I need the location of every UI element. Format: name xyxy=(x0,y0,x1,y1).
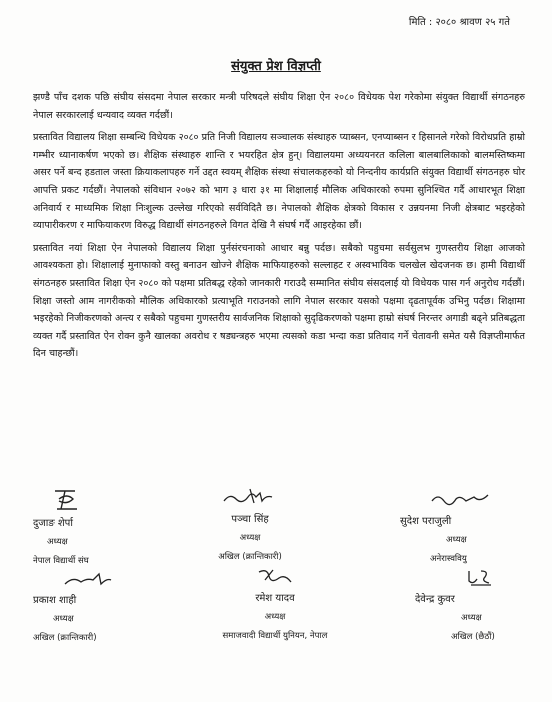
signatory-name: रमेश यादव xyxy=(255,593,295,604)
signature-block-6 xyxy=(415,567,552,642)
signatory-name: देवेन्द्र कुवर xyxy=(415,594,455,605)
signatory-name: दुजाङ शेर्पा xyxy=(33,518,73,529)
handwritten-signature-2 xyxy=(220,485,280,509)
handwritten-signature-6 xyxy=(465,567,495,589)
signatory-org: अखिल (छैठौं) xyxy=(451,632,495,642)
signatory-role: अध्यक्ष xyxy=(47,537,68,547)
paragraph-2: प्रस्तावित विद्यालय शिक्षा सम्बन्धि विधेयक २०८० प्रति निजी विद्यालय सञ्चालक संस्थाहरु प्याब्सन, एनप्याब्सन र हिसानले गरेको विरोधप्रति हाम्रो गम्भीर ध्यानाकर्षण भएको छ। शैक्षिक संस्थाहरु शान्ति र भयरहित क्षेत्र हुन्। विद्यालयमा अध्ययनरत कलिला बालबालिकाको बालमस्तिष्कमा असर पर्ने बन्द हडताल जस्ता क्रियाकलापहरु गर्ने उद्दत स्वयम् शैक्षिक संस्था संचालकहरुको यो निन्दनीय कार्यप्रति संयुक्त विद्यार्थी संगठनहरु घोर आपत्ति प्रकट गर्दछौं। नेपालको संविधान २०७२ को भाग ३ धारा ३१ मा शिक्षालाई मौलिक अधिकारको रुपमा सुनिश्चित गर्दै आधारभूत शिक्षा अनिवार्य र माध्यमिक शिक्षा निःशुल्क उल्लेख गरिएको सर्वविदितै छ। नेपालको शैक्षिक क्षेत्रको विकास र उन्नयनमा निजी क्षेत्रबाट भइरहेको व्यापारीकरण र माफियाकरण विरुद्ध विद्यार्थी संगठनहरुले विगत देखि नै संघर्ष गर्दै आइरहेका छौं। xyxy=(33,132,525,232)
signature-block-3 xyxy=(400,487,550,564)
signatory-org: नेपाल विद्यार्थी संघ xyxy=(33,556,89,566)
handwritten-signature-5 xyxy=(255,566,295,588)
signature-block-1 xyxy=(33,487,183,566)
handwritten-signature-4 xyxy=(63,568,113,590)
signatory-name: सुदेश पराजुली xyxy=(400,516,452,527)
release-body xyxy=(33,89,525,368)
signature-block-5 xyxy=(200,566,350,641)
paragraph-3: प्रस्तावित नयां शिक्षा ऐन नेपालको विद्यालय शिक्षा पुर्नसंरचनाको आधार बन्नु पर्दछ। सबैको पहुचमा सर्वसुलभ गुणस्तरीय शिक्षा आजको आवश्यकता हो। शिक्षालाई मुनाफाको वस्तु बनाउन खोज्ने शैक्षिक माफियाहरुको सल्लाहट र अस्वभाविक चलखेल खेदजनक छ। हामी विद्यार्थी संगठनहरु प्रस्तावित शिक्षा ऐन २०८० को पक्षमा प्रतिबद्ध रहेको जानकारी गराउदै सम्मानित संघीय संसदलाई यो विधेयक पास गर्न अनुरोध गर्दछौं। शिक्षा जस्तो आम नागरीकको मौलिक अधिकारको प्रत्याभूति गराउनको लागि नेपाल सरकार यसको पक्षमा दृढतापूर्वक उभिनु पर्दछ। शिक्षामा भइरहेको निजीकरणको अन्त्य र सबैको पहुचमा गुणस्तरीय सार्वजनिक शिक्षाको सुदृढिकरणको पक्षमा हाम्रो संघर्ष निरन्तर अगाडी बढ्ने प्रतिबद्धता व्यक्त गर्दै प्रस्तावित ऐन रोक्न कुनै खालका अवरोध र षड्यन्त्रहरु भएमा त्यसको कडा भन्दा कडा प्रतिवाद गर्ने चेतावनी समेत यसै विज्ञप्तीमार्फत दिन चाहन्छौं। xyxy=(33,242,525,360)
paragraph-1: झण्डै पाँच दशक पछि संघीय संसदमा नेपाल सरकार मन्त्री परिषदले संघीय शिक्षा ऐन २०८० विधेयक पेश गरेकोमा संयुक्त विद्यार्थी संगठनहरु नेपाल सरकारलाई धन्यवाद व्यक्त गर्दछौं। xyxy=(33,92,525,121)
signatory-name: पञ्चा सिंह xyxy=(231,514,269,525)
release-date: मिति : २०८० श्रावण २५ गते xyxy=(408,17,510,28)
signatory-role: अध्यक्ष xyxy=(461,613,482,623)
signatory-role: अध्यक्ष xyxy=(53,614,74,624)
signatory-role: अध्यक्ष xyxy=(264,612,286,622)
signatory-org: समाजवादी विद्यार्थी युनियन, नेपाल xyxy=(222,631,328,641)
signatory-role: अध्यक्ष xyxy=(239,533,261,543)
signatory-org: अखिल (क्रान्तिकारी) xyxy=(218,552,282,562)
signature-block-2 xyxy=(175,485,325,562)
signatory-role: अध्यक्ष xyxy=(446,535,467,545)
handwritten-signature-1 xyxy=(51,487,81,513)
handwritten-signature-3 xyxy=(430,487,490,511)
signatory-org: अनेरास्ववियु xyxy=(430,554,467,564)
document-title: संयुक्त प्रेश विज्ञप्ती xyxy=(231,59,321,74)
signature-block-4 xyxy=(33,568,183,643)
signatory-org: अखिल (क्रान्तिकारी) xyxy=(33,633,97,643)
signatory-name: प्रकाश शाही xyxy=(33,595,77,606)
